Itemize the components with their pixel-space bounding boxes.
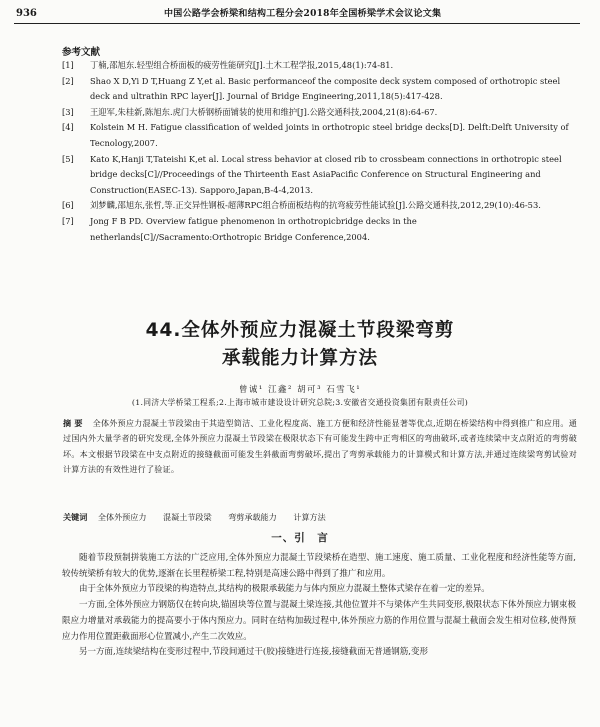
body-text <box>62 551 576 661</box>
reference-item <box>62 120 574 151</box>
paragraph: 随着节段预制拼装施工方法的广泛应用,全体外预应力混凝土节段梁桥在造型、施工速度、施工质量、工业化程度和经济性能等方面,较传统梁桥有较大的优势,逐渐在长里程桥梁工程,特别是高速公路中得到了推广和应用。 <box>62 553 576 579</box>
reference-item <box>62 198 574 214</box>
references-list <box>62 58 574 245</box>
reference-number: [1] <box>62 60 74 70</box>
reference-text: Kolstein M H. Fatigue classification of welded joints in orthotropic steel bridge decks[D]. Delft:Delft University of Tecnology,2007. <box>90 122 569 148</box>
keyword: 全体外预应力 <box>97 512 147 522</box>
keywords-label: 关键词 <box>63 512 88 522</box>
reference-text: 王迎军,朱桂新,陈旭东.虎门大桥钢桥面铺装的使用和维护[J].公路交通科技,2004,21(8):64-67. <box>90 106 438 117</box>
reference-number: [7] <box>62 215 74 226</box>
keywords <box>63 512 577 523</box>
reference-text: 刘梦麟,邵旭东,张哲,等.正交异性钢板-超薄RPC组合桥面板结构的抗弯疲劳性能试验[J].公路交通科技,2012,29(10):46-53. <box>90 200 541 211</box>
reference-text: Kato K,Hanji T,Tateishi K,et al. Local stress behavior at closed rib to crossbeam connections in orthotropic steel bridge decks[C]//Proceedings of the Thirteenth East AsiaPacific Conference on Structural Engineering and Construction(EASEC-13). Sapporo,Japan,B-4-4,2013. <box>90 153 562 195</box>
reference-item <box>62 214 574 245</box>
reference-number: [2] <box>62 75 74 86</box>
paragraph: 一方面,全体外预应力钢筋仅在转向块,锚固块等位置与混凝土梁连接,其他位置并不与梁体产生共同变形,极限状态下体外预应力钢束极限应力增量对承载能力的提高要小于体内预应力。同时在结构加载过程中,体外预应力筋的作用位置与混凝土截面会发生相对位移,使得预应力作用位置距截面形心位置减小,产生二次效应。 <box>62 600 576 642</box>
reference-item <box>62 105 574 121</box>
reference-item <box>62 74 574 105</box>
reference-number: [3] <box>62 106 74 117</box>
reference-number: [6] <box>62 200 74 211</box>
running-header <box>14 7 580 24</box>
abstract <box>63 416 577 478</box>
reference-number: [5] <box>62 153 74 164</box>
reference-text: 丁楠,邵旭东.轻型组合桥面板的疲劳性能研究[J].土木工程学报,2015,48(1):74-81. <box>90 60 394 70</box>
article-title <box>0 318 600 372</box>
reference-text: Shao X D,Yi D T,Huang Z Y,et al. Basic performanceof the composite deck system composed of orthotropic steel deck and ultrathin RPC layer[J]. Journal of Bridge Engineering,2011,18(5):417-428. <box>90 75 561 102</box>
reference-number: [4] <box>62 122 74 133</box>
abstract-text: 全体外预应力混凝土节段梁由于其造型简洁、工业化程度高、施工方便和经济性能显著等优点,近期在桥梁结构中得到推广和应用。通过国内外大量学者的研究发现,全体外预应力混凝土节段梁在极限状态下有可能发生跨中正弯相区的弯曲破坏,或者连续梁中支点附近的弯剪破坏。本文根据节段梁在中支点附近的接缝截面可能发生斜截面弯剪破坏,提出了弯剪承载能力的计算模式和计算方法,并通过连续梁弯剪试验对计算方法的有效性进行了验证。 <box>63 418 577 475</box>
paragraph: 另一方面,连续梁结构在变形过程中,节段间通过干(胶)接缝进行连接,接缝截面无普通钢筋,变形 <box>79 647 428 658</box>
author-list: 曾诚¹ 江鑫² 胡可³ 石雪飞¹ <box>238 385 362 395</box>
references-heading: 参考文献 <box>62 47 101 58</box>
keyword: 混凝土节段梁 <box>163 512 212 522</box>
abstract-label: 摘 要 <box>63 418 83 428</box>
paragraph: 由于全体外预应力节段梁的构造特点,其结构的极限承载能力与体内预应力混凝土整体式梁存在着一定的差异。 <box>79 584 490 595</box>
reference-text: Jong F B PD. Overview fatigue phenomenon in orthotropicbridge decks in the netherlands[C]//Sacramento:Orthotropic Bridge Conference,2004. <box>90 215 417 242</box>
article-title-line2: 承载能力计算方法 <box>221 348 378 369</box>
reference-item <box>62 152 574 199</box>
page-number: 936 <box>16 8 37 19</box>
running-title: 中国公路学会桥梁和结构工程分会2018年全国桥梁学术会议论文集 <box>164 9 442 19</box>
article-title-line1: 44.全体外预应力混凝土节段梁弯剪 <box>145 320 455 341</box>
keyword: 计算方法 <box>293 512 326 522</box>
section-heading: 一、引 言 <box>271 532 329 544</box>
author-affiliations: (1.同济大学桥梁工程系;2.上海市城市建设设计研究总院;3.安徽省交通投资集团有限责任公司) <box>131 398 469 407</box>
reference-item <box>62 58 574 74</box>
keyword: 弯剪承载能力 <box>228 512 277 522</box>
